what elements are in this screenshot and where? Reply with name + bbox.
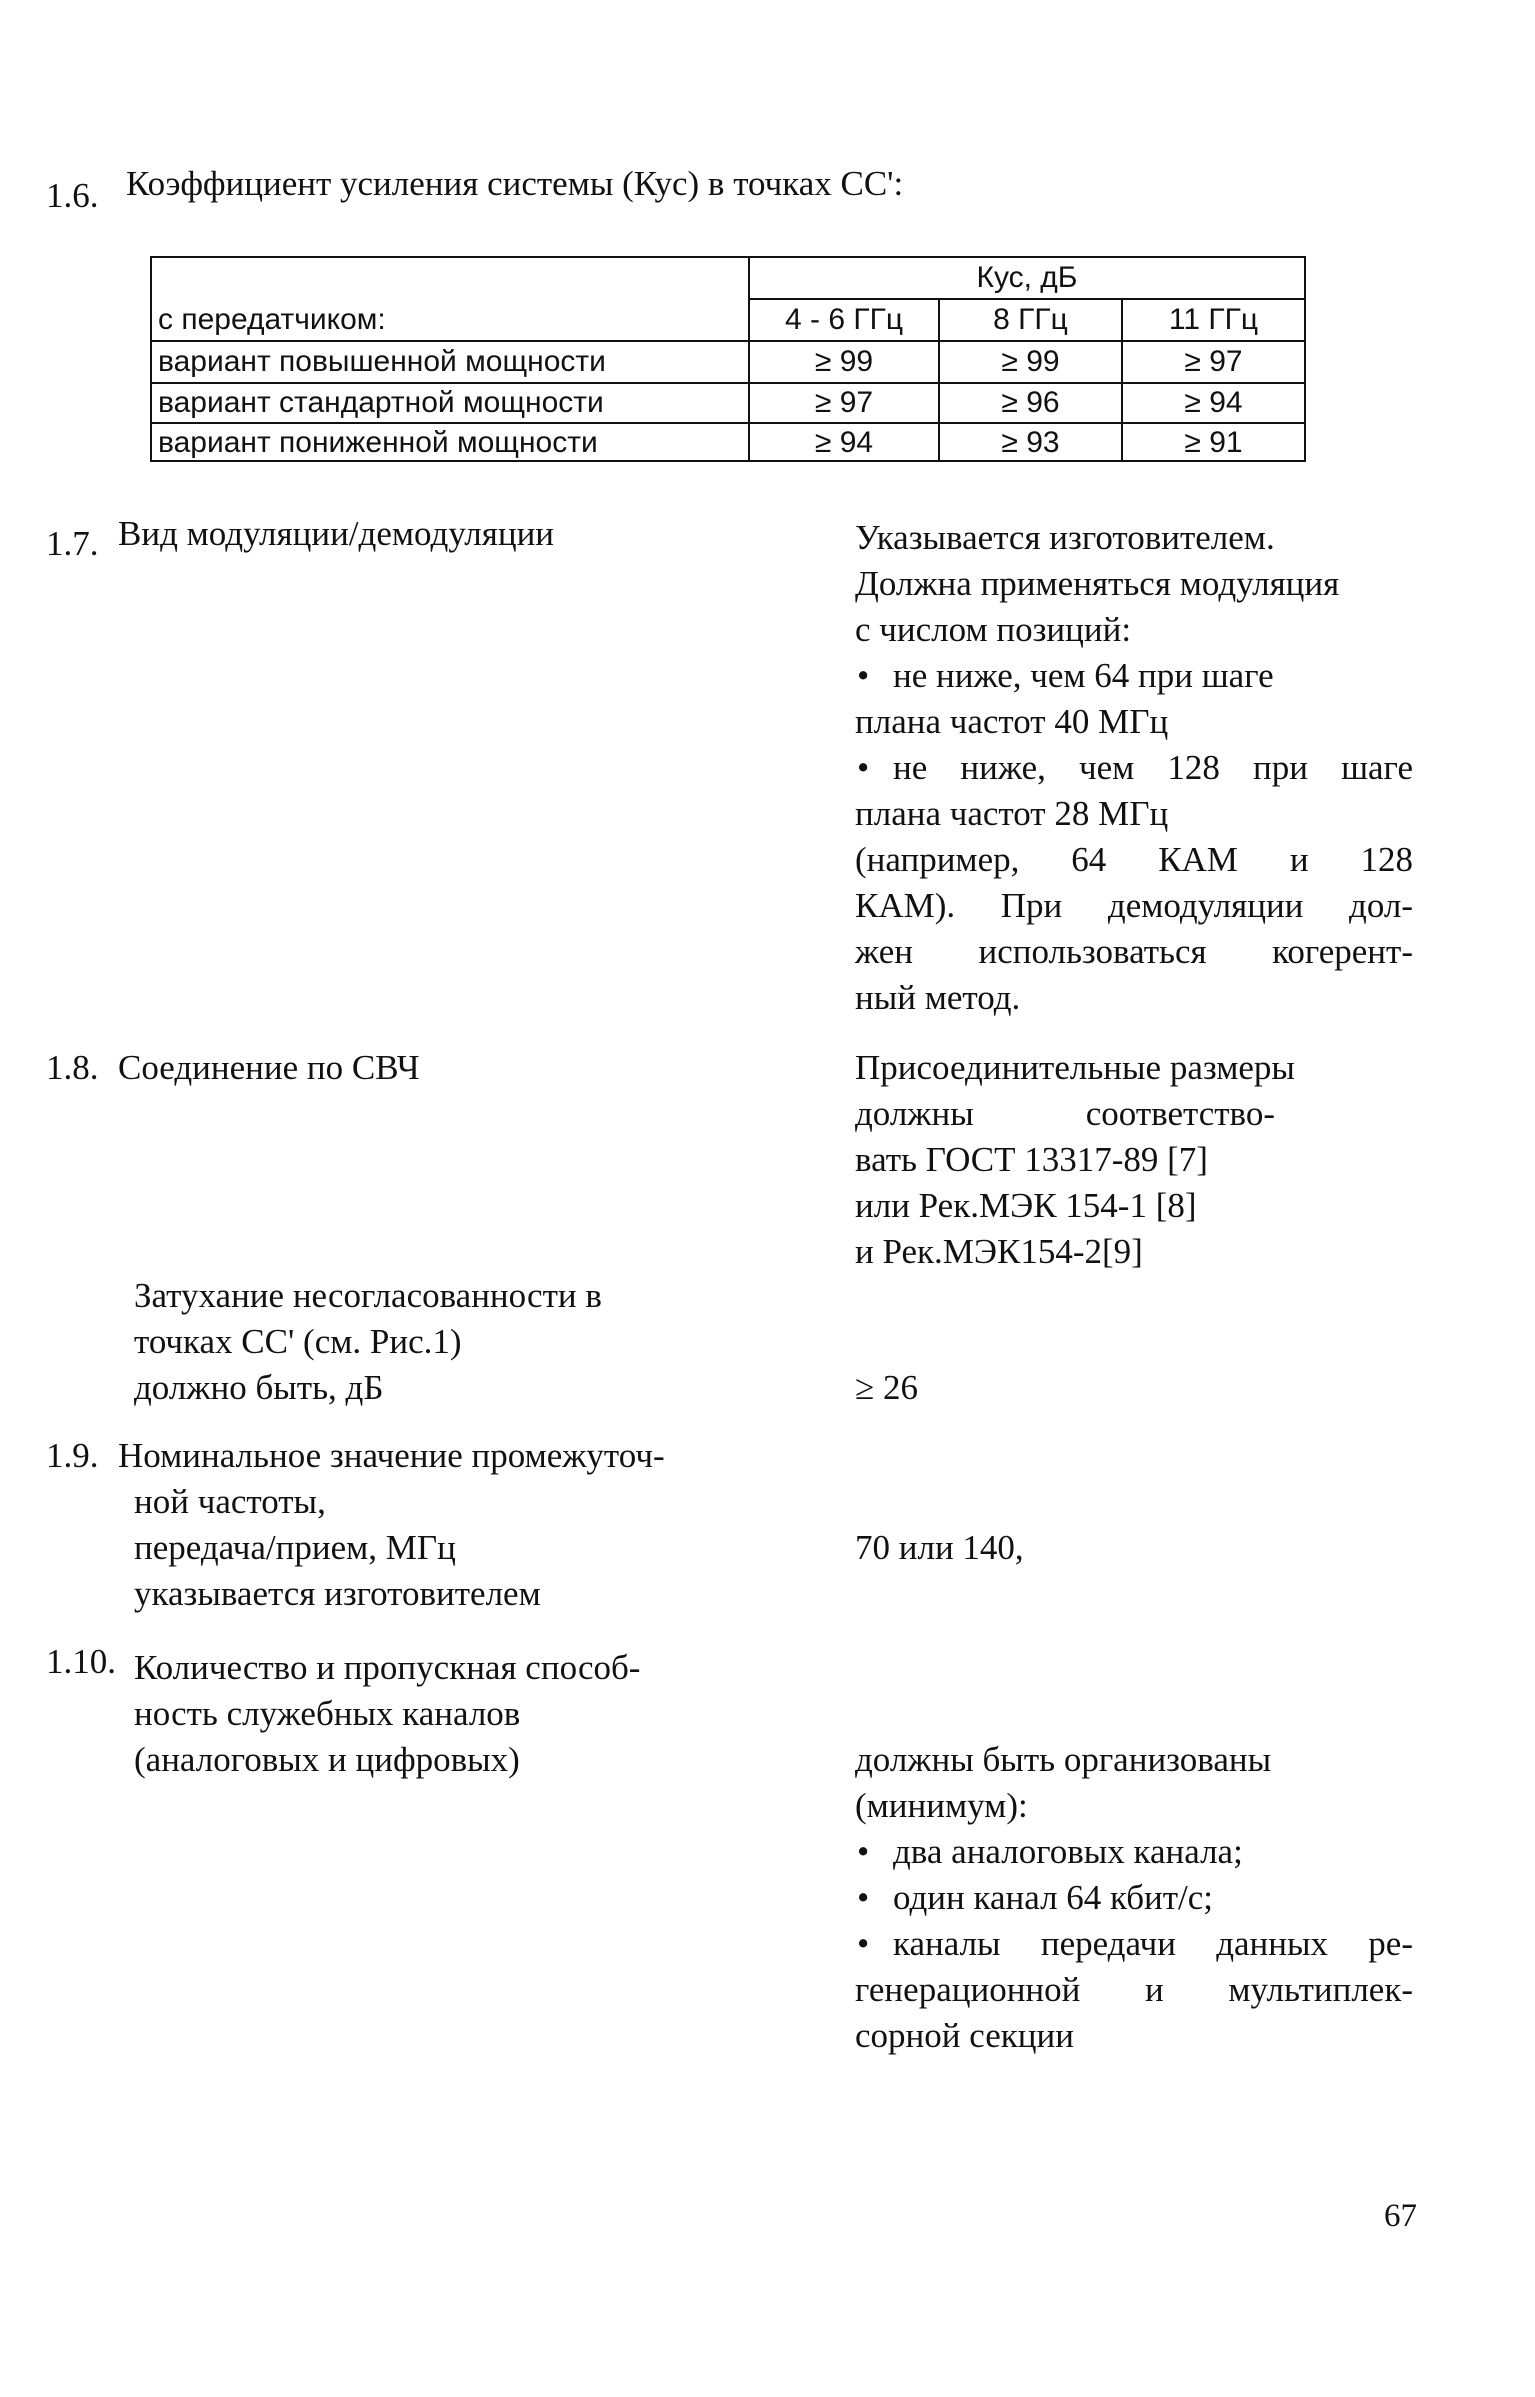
section-1-7-title: Вид модуляции/демодуляции xyxy=(118,514,555,553)
text-line: Указывается изготовителем. xyxy=(855,518,1275,557)
table-cell: ≥ 94 xyxy=(1184,386,1243,419)
text-line: Номинальное значение промежуточ- xyxy=(118,1436,665,1475)
section-1-6-number: 1.6. xyxy=(46,176,99,215)
return-loss-value: ≥ 26 xyxy=(855,1368,918,1407)
text-line: (минимум): xyxy=(855,1786,1028,1825)
text-line: и Рек.МЭК154-2[9] xyxy=(855,1232,1143,1271)
text-line: ность служебных каналов xyxy=(134,1694,521,1733)
table-cell: ≥ 99 xyxy=(814,345,874,378)
bullet-icon: • xyxy=(857,1878,870,1917)
text-line: Количество и пропускная способ- xyxy=(134,1648,641,1687)
table-row-label: вариант повышенной мощности xyxy=(158,345,606,378)
bullet-icon: • xyxy=(857,1832,870,1871)
table-cell: ≥ 99 xyxy=(1001,345,1060,378)
table-row-label: вариант пониженной мощности xyxy=(158,426,598,459)
text-line: сорной секции xyxy=(855,2016,1074,2055)
table-col-header: 11 ГГц xyxy=(1168,303,1259,336)
text-line: указывается изготовителем xyxy=(134,1574,541,1613)
table-group-header: Кус, дБ xyxy=(976,261,1078,294)
text-line: ной частоты, xyxy=(134,1482,326,1521)
text-line: Должна применяться модуляция xyxy=(855,564,1340,603)
text-line: не ниже, чем 64 при шаге xyxy=(893,656,1274,695)
text-line: КАМ). При демодуляции дол- xyxy=(855,886,1413,925)
text-line: два аналоговых канала; xyxy=(893,1832,1243,1871)
section-1-9-number: 1.9. xyxy=(46,1436,99,1475)
text-line: плана частот 28 МГц xyxy=(855,794,1169,833)
section-1-8-number: 1.8. xyxy=(46,1048,99,1087)
text-line: плана частот 40 МГц xyxy=(855,702,1169,741)
table-cell: ≥ 91 xyxy=(1184,426,1243,459)
text-line: не ниже, чем 128 при шаге xyxy=(893,748,1413,787)
text-line: вать ГОСТ 13317-89 [7] xyxy=(855,1140,1208,1179)
if-frequency-value: 70 или 140, xyxy=(855,1528,1024,1567)
text-line: должны быть организованы xyxy=(855,1740,1272,1779)
text-line: жен использоваться когерент- xyxy=(855,932,1413,971)
table-col-header: 8 ГГц xyxy=(993,303,1068,336)
table-cell: ≥ 94 xyxy=(814,426,874,459)
table-cell: ≥ 93 xyxy=(1001,426,1060,459)
text-line: генерационной и мультиплек- xyxy=(855,1970,1413,2009)
text-line: один канал 64 кбит/с; xyxy=(893,1878,1214,1917)
text-line: Присоединительные размеры xyxy=(855,1048,1295,1087)
text-line: должны соответство- xyxy=(855,1094,1275,1133)
text-line: (аналоговых и цифровых) xyxy=(134,1740,520,1779)
section-1-10-number: 1.10. xyxy=(46,1642,116,1681)
section-1-8-title: Соединение по СВЧ xyxy=(118,1048,420,1087)
text-line: точках СС' (см. Рис.1) xyxy=(134,1322,462,1361)
text-line: каналы передачи данных ре- xyxy=(893,1924,1413,1963)
text-line: или Рек.МЭК 154-1 [8] xyxy=(855,1186,1197,1225)
bullet-icon: • xyxy=(857,656,870,695)
text-line: передача/прием, МГц xyxy=(134,1528,456,1567)
bullet-icon: • xyxy=(857,748,870,787)
section-1-6-title: Коэффициент усиления системы (Кус) в точках СС': xyxy=(126,164,904,203)
page-number: 67 xyxy=(1384,2198,1417,2234)
text-line: должно быть, дБ xyxy=(134,1368,384,1407)
table-cell: ≥ 97 xyxy=(1184,345,1243,378)
text-line: с числом позиций: xyxy=(855,610,1132,649)
table-cell: ≥ 96 xyxy=(1001,386,1060,419)
table-col-header: 4 - 6 ГГц xyxy=(784,303,904,336)
text-line: (например, 64 КАМ и 128 xyxy=(855,840,1413,879)
text-line: ный метод. xyxy=(855,978,1021,1017)
table-row-header: с передатчиком: xyxy=(158,303,386,336)
table-row-label: вариант стандартной мощности xyxy=(158,386,604,419)
gain-table xyxy=(150,256,1306,462)
text-line: Затухание несогласованности в xyxy=(134,1276,602,1315)
section-1-7-number: 1.7. xyxy=(46,524,99,563)
bullet-icon: • xyxy=(857,1924,870,1963)
table-cell: ≥ 97 xyxy=(814,386,874,419)
